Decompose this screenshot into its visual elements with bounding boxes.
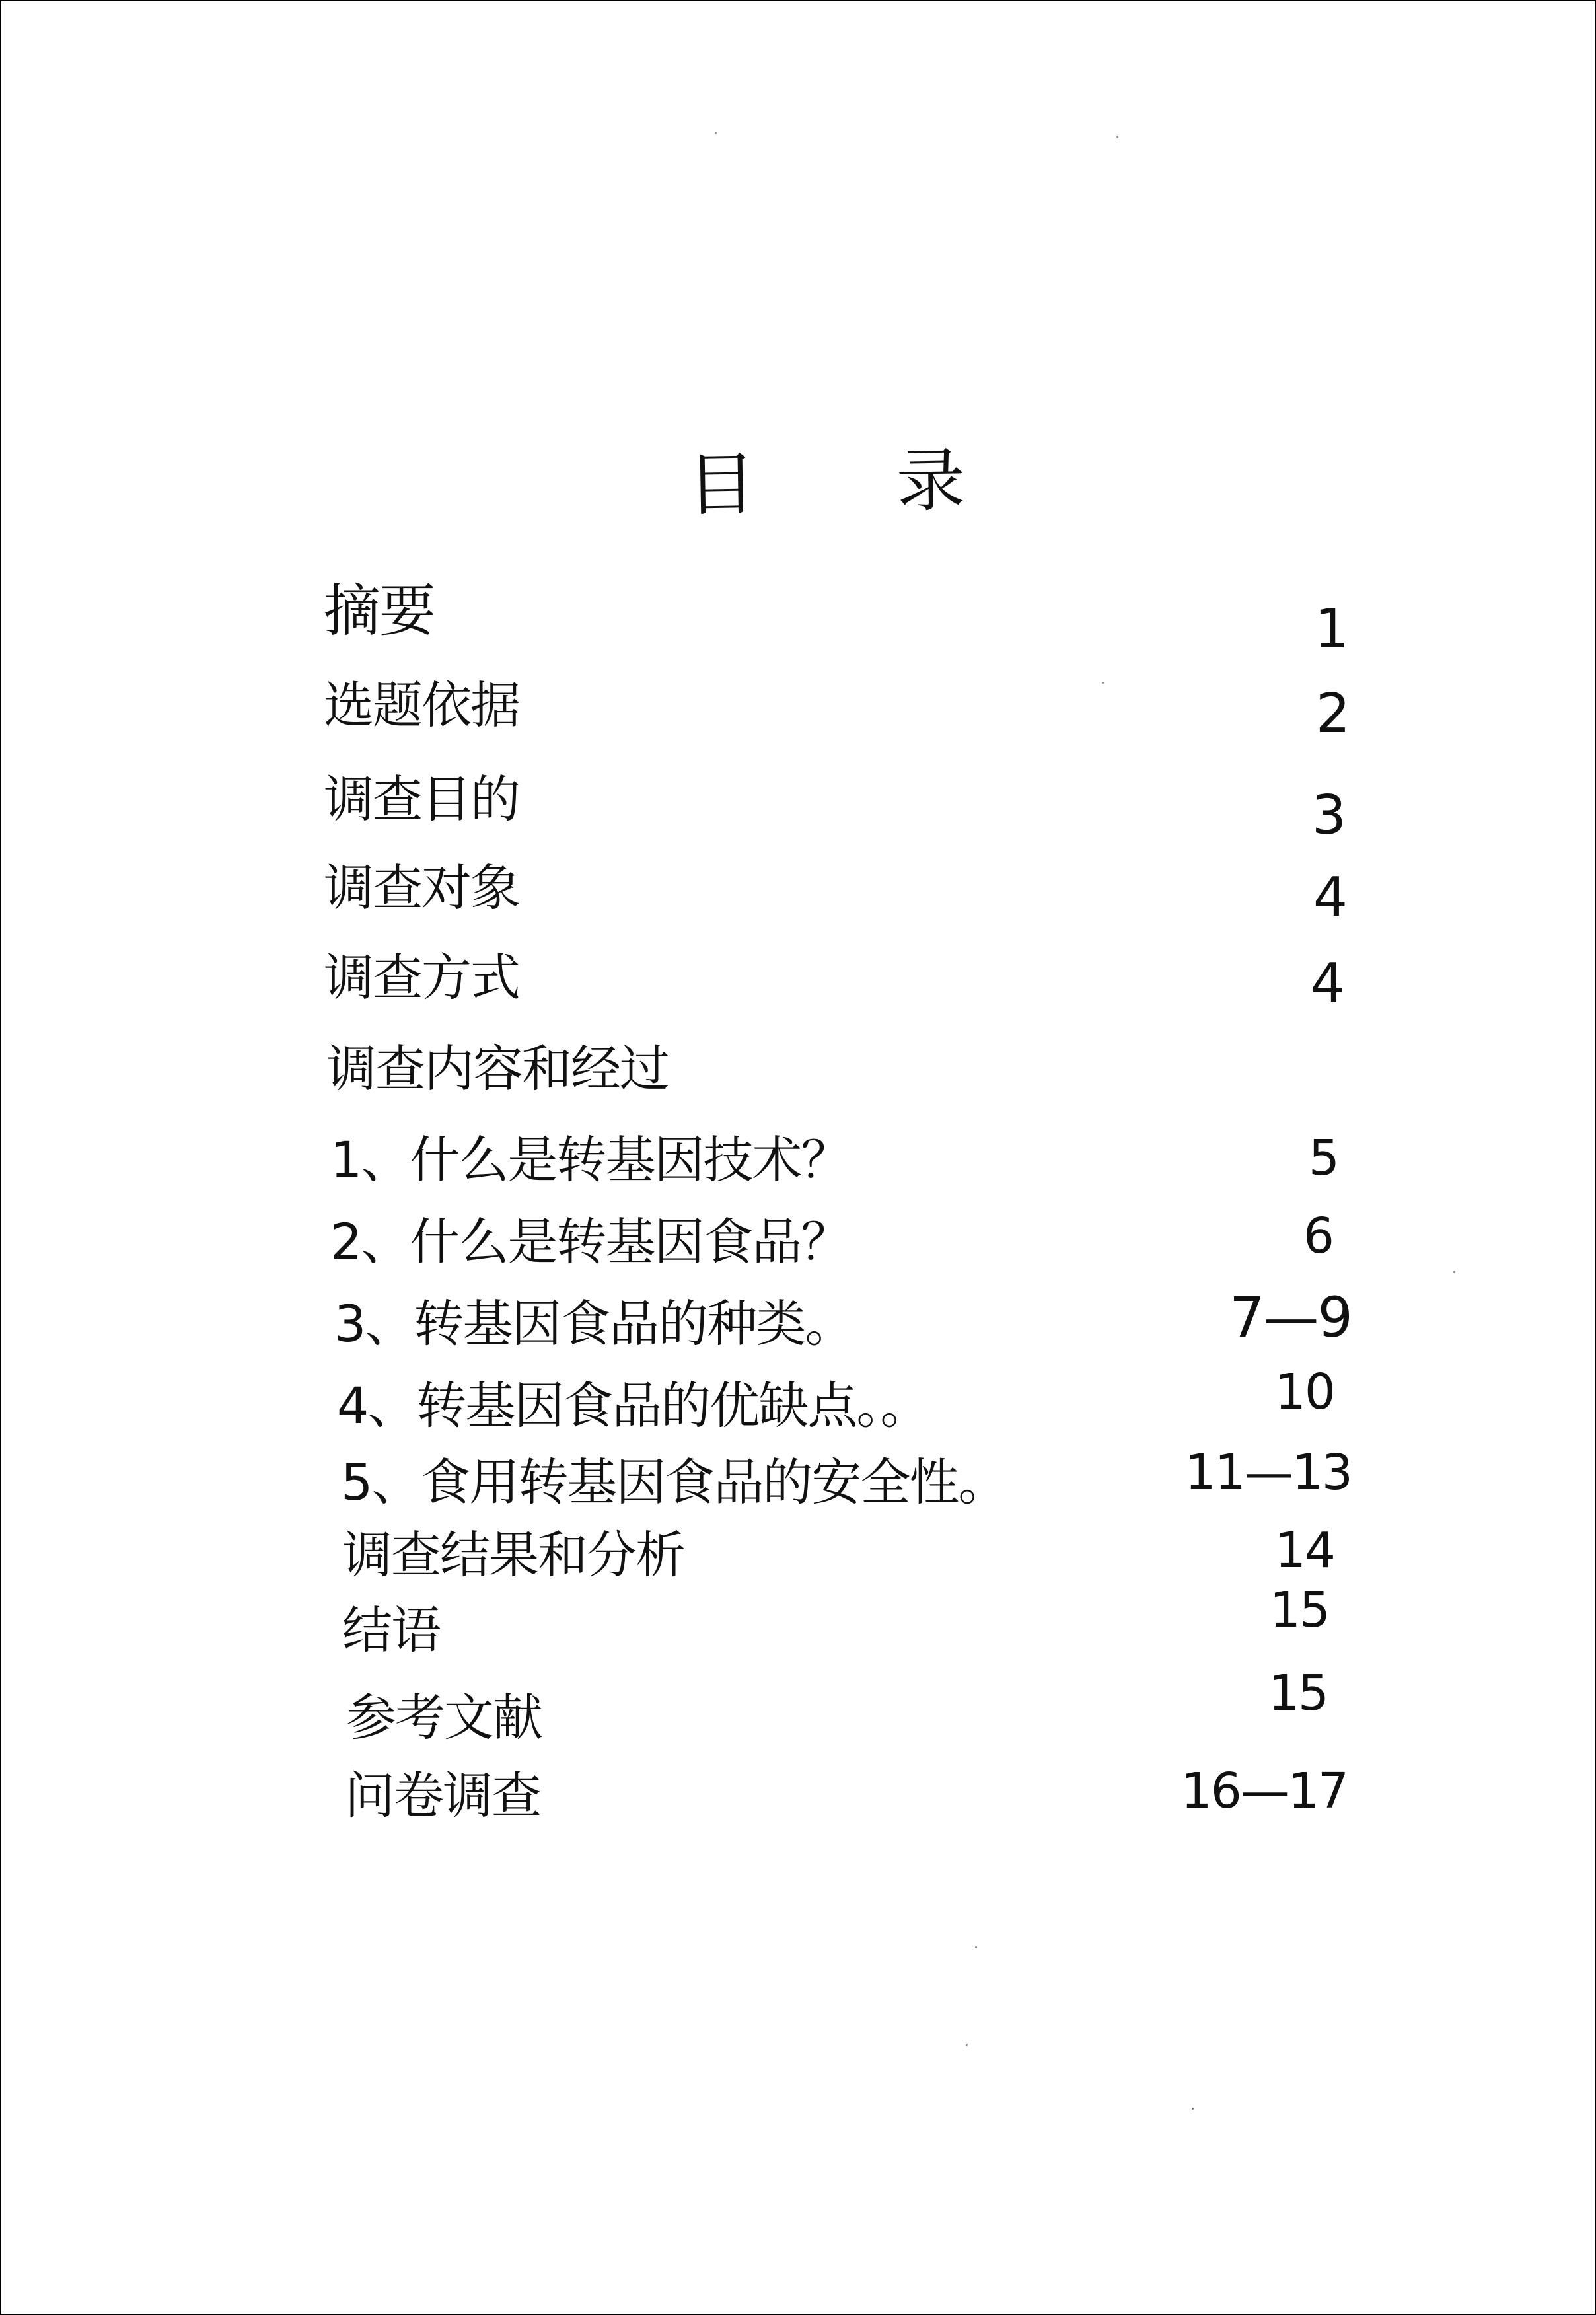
scan-speck <box>1102 682 1104 684</box>
toc-entry-label: 摘要 <box>324 578 435 644</box>
toc-entry-label: 调查目的 <box>324 770 519 828</box>
toc-entry-label: 3、转基因食品的种类。 <box>334 1294 854 1353</box>
scan-speck <box>1116 136 1118 138</box>
scan-speck <box>966 2044 968 2046</box>
toc-entry-page: 15 <box>1268 1665 1328 1722</box>
toc-entry-label: 1、什么是转基因技术？ <box>330 1130 850 1189</box>
toc-entry-page: 7—9 <box>1229 1285 1352 1350</box>
toc-entry-label: 结语 <box>342 1601 440 1660</box>
scan-speck <box>1192 2108 1194 2110</box>
toc-entry-label: 调查内容和经过 <box>326 1039 669 1098</box>
toc-entry-label: 2、什么是转基因食品？ <box>330 1212 850 1271</box>
toc-entry-page: 10 <box>1274 1364 1334 1420</box>
toc-entry-page: 11—13 <box>1184 1444 1352 1501</box>
toc-entry-label: 调查方式 <box>324 948 519 1007</box>
toc-entry-page: 5 <box>1308 1130 1338 1187</box>
toc-entry-page: 16—17 <box>1180 1763 1348 1819</box>
toc-entry-label: 问卷调查 <box>345 1766 540 1825</box>
toc-entry-label: 4、转基因食品的优缺点。。 <box>337 1376 929 1435</box>
toc-entry-label: 5、食用转基因食品的安全性。 <box>341 1453 1007 1512</box>
toc-entry-page: 4 <box>1310 952 1344 1015</box>
scan-speck <box>975 1946 977 1948</box>
toc-entry-page: 6 <box>1303 1208 1333 1265</box>
toc-entry-page: 4 <box>1313 866 1346 929</box>
toc-entry-label: 调查对象 <box>324 858 519 917</box>
toc-entry-page: 3 <box>1311 784 1345 847</box>
scan-speck <box>715 132 717 134</box>
toc-entry-page: 1 <box>1314 598 1348 661</box>
scan-speck <box>1453 1271 1455 1273</box>
toc-entry-page: 15 <box>1269 1582 1329 1638</box>
toc-entry-label: 选题依据 <box>324 676 519 735</box>
toc-entry-page: 2 <box>1315 682 1349 745</box>
toc-entry-page: 14 <box>1274 1522 1334 1579</box>
toc-title: 目 录 <box>686 439 1026 526</box>
toc-entry-label: 参考文献 <box>346 1688 542 1747</box>
toc-entry-label: 调查结果和分析 <box>342 1525 684 1584</box>
